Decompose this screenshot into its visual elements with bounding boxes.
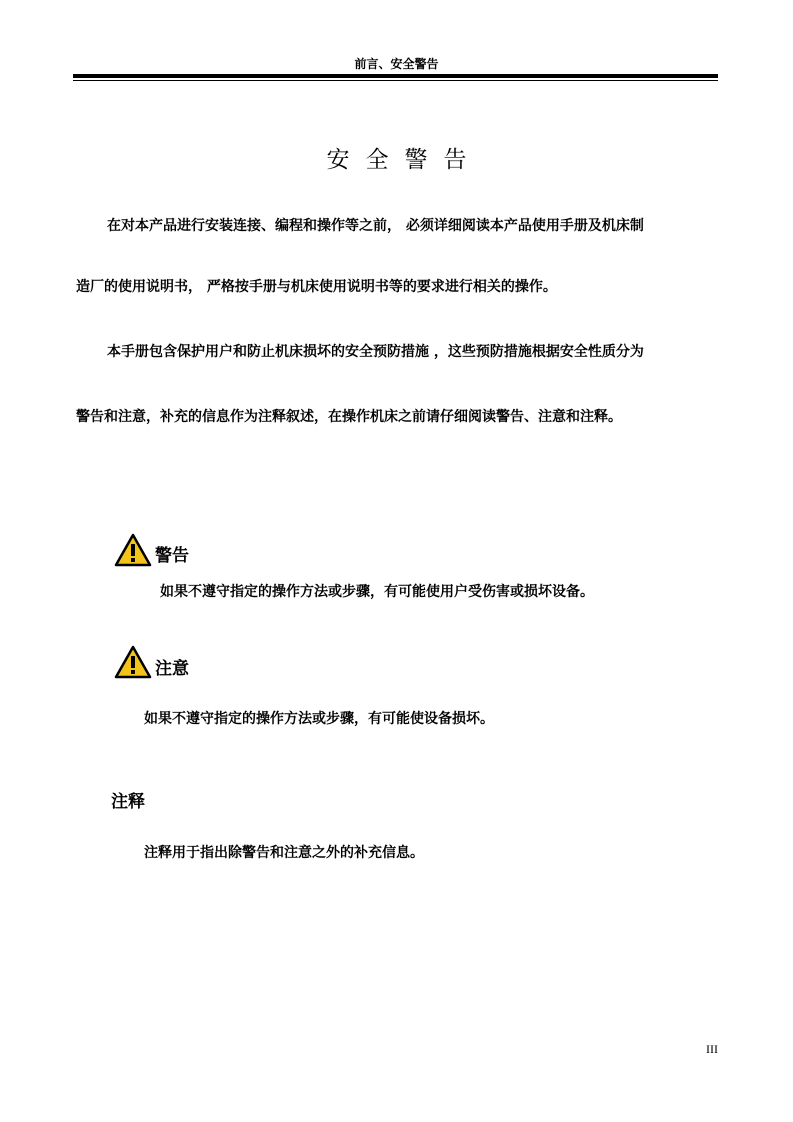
warning-triangle-icon (114, 645, 152, 679)
page-number: III (706, 1042, 718, 1056)
warning-heading: 警告 (155, 546, 189, 566)
header-rule-thin (73, 80, 718, 81)
header-rule-thick (73, 74, 718, 78)
header-title: 前言、安全警告 (354, 57, 439, 71)
caution-heading: 注意 (155, 659, 189, 679)
note-text: 注释用于指出除警告和注意之外的补充信息。 (144, 845, 424, 861)
paragraph-line: 造厂的使用说明书， 严格按手册与机床使用说明书等的要求进行相关的操作。 (76, 279, 557, 295)
paragraph-line: 本手册包含保护用户和防止机床损坏的安全预防措施 ，这些预防措施根据安全性质分为 (107, 344, 644, 360)
document-title: 安全警告 (326, 147, 483, 173)
paragraph-line: 在对本产品进行安装连接、编程和操作等之前， 必须详细阅读本产品使用手册及机床制 (107, 218, 644, 234)
caution-text: 如果不遵守指定的操作方法或步骤，有可能使设备损坏。 (144, 711, 494, 727)
note-heading: 注释 (111, 792, 145, 812)
warning-triangle-icon (114, 533, 152, 567)
warning-text: 如果不遵守指定的操作方法或步骤，有可能使用户受伤害或损坏设备。 (160, 584, 594, 600)
paragraph-line: 警告和注意，补充的信息作为注释叙述，在操作机床之前请仔细阅读警告、注意和注释。 (76, 409, 622, 425)
